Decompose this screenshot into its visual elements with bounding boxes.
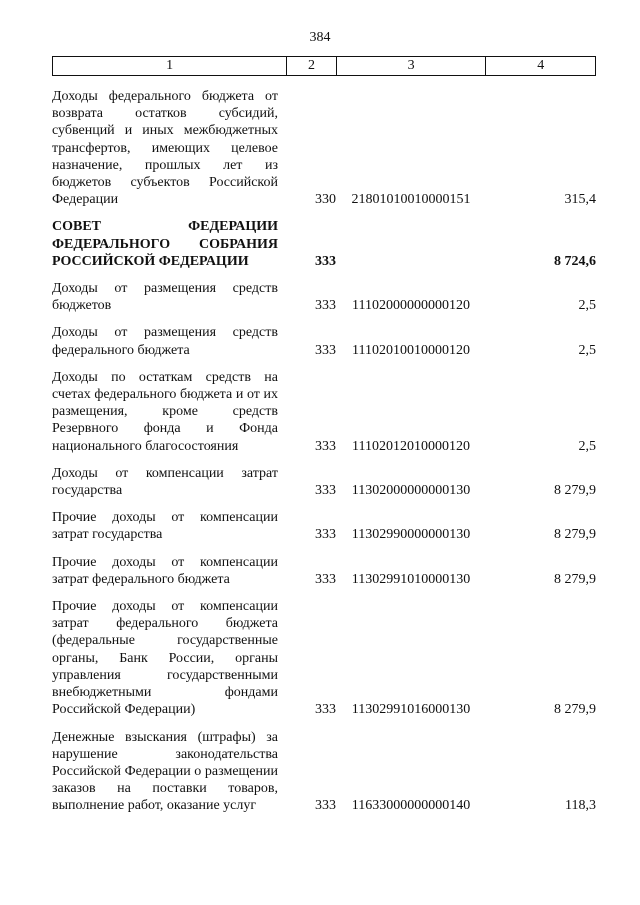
row-admin-code: 330 — [315, 192, 336, 208]
table-row — [52, 509, 596, 543]
row-description: Прочие доходы от компенсации затрат государства — [52, 510, 278, 543]
header-col-2: 2 — [286, 57, 336, 75]
row-kbk: 11633000000000140 — [351, 798, 471, 814]
row-description: Прочие доходы от компенсации затрат федерального бюджета — [52, 554, 278, 587]
row-amount: 118,3 — [565, 798, 596, 814]
row-amount: 8 279,9 — [554, 702, 596, 718]
row-kbk: 11102012010000120 — [352, 438, 470, 454]
row-admin-code: 333 — [315, 342, 336, 358]
table-row — [52, 465, 596, 499]
row-kbk: 11302991010000130 — [351, 571, 471, 587]
header-col-1: 1 — [166, 58, 174, 73]
row-amount: 8 279,9 — [554, 483, 596, 499]
row-description: СОВЕТ ФЕДЕРАЦИИ ФЕДЕРАЛЬНОГО СОБРАНИЯ РОССИЙСКОЙ ФЕДЕРАЦИИ — [52, 219, 278, 269]
row-description: Прочие доходы от компенсации затрат федерального бюджета (федеральные государственные органы, Банк России, органы управления государственными внебюджетными фондами Российской Федерации) — [52, 599, 278, 718]
table-header — [52, 56, 596, 76]
table-row — [52, 88, 596, 208]
row-kbk: 11302990000000130 — [351, 527, 471, 543]
row-admin-code: 333 — [315, 798, 336, 814]
row-description: Доходы от размещения средств федерального бюджета — [52, 325, 278, 358]
row-admin-code: 333 — [315, 527, 336, 543]
page-number: 384 — [309, 30, 331, 45]
row-kbk: 21801010010000151 — [351, 192, 471, 208]
row-description: Доходы федерального бюджета от возврата остатков субсидий, субвенций и иных межбюджетных трансфертов, имеющих целевое назначение, прошлых лет из бюджетов субъектов Российской Федерации — [52, 89, 278, 208]
row-kbk: 11302000000000130 — [351, 483, 471, 499]
table-row — [52, 324, 596, 358]
table-row — [52, 729, 596, 815]
row-admin-code: 333 — [315, 702, 336, 718]
table-row — [52, 598, 596, 718]
row-admin-code: 333 — [315, 438, 336, 454]
row-amount: 2,5 — [578, 438, 596, 454]
row-kbk: 11102000000000120 — [352, 298, 470, 314]
row-amount: 8 279,9 — [554, 571, 596, 587]
row-amount: 8 724,6 — [554, 253, 596, 269]
table-row — [52, 369, 596, 455]
table-row — [52, 280, 596, 314]
row-admin-code: 333 — [315, 571, 336, 587]
header-col-4: 4 — [485, 57, 595, 75]
table-row — [52, 554, 596, 588]
row-admin-code: 333 — [315, 483, 336, 499]
table-row — [52, 218, 596, 270]
row-amount: 2,5 — [578, 298, 596, 314]
table-body — [52, 88, 596, 825]
row-description: Доходы от размещения средств бюджетов — [52, 281, 278, 314]
row-admin-code: 333 — [315, 298, 336, 314]
row-description: Доходы от компенсации затрат государства — [52, 465, 278, 499]
row-amount: 2,5 — [578, 342, 596, 358]
row-kbk: 11302991016000130 — [351, 702, 471, 718]
row-kbk: 11102010010000120 — [352, 342, 470, 358]
row-description: Доходы по остаткам средств на счетах федерального бюджета и от их размещения, кроме средств Резервного фонда и Фонда национального благосостояния — [52, 369, 278, 454]
row-amount: 8 279,9 — [554, 527, 596, 543]
header-col-3: 3 — [336, 57, 485, 75]
row-amount: 315,4 — [564, 192, 596, 208]
row-description: Денежные взыскания (штрафы) за нарушение законодательства Российской Федерации о размещении заказов на поставки товаров, выполнение работ, оказание услуг — [52, 729, 278, 814]
row-admin-code: 333 — [315, 253, 336, 269]
